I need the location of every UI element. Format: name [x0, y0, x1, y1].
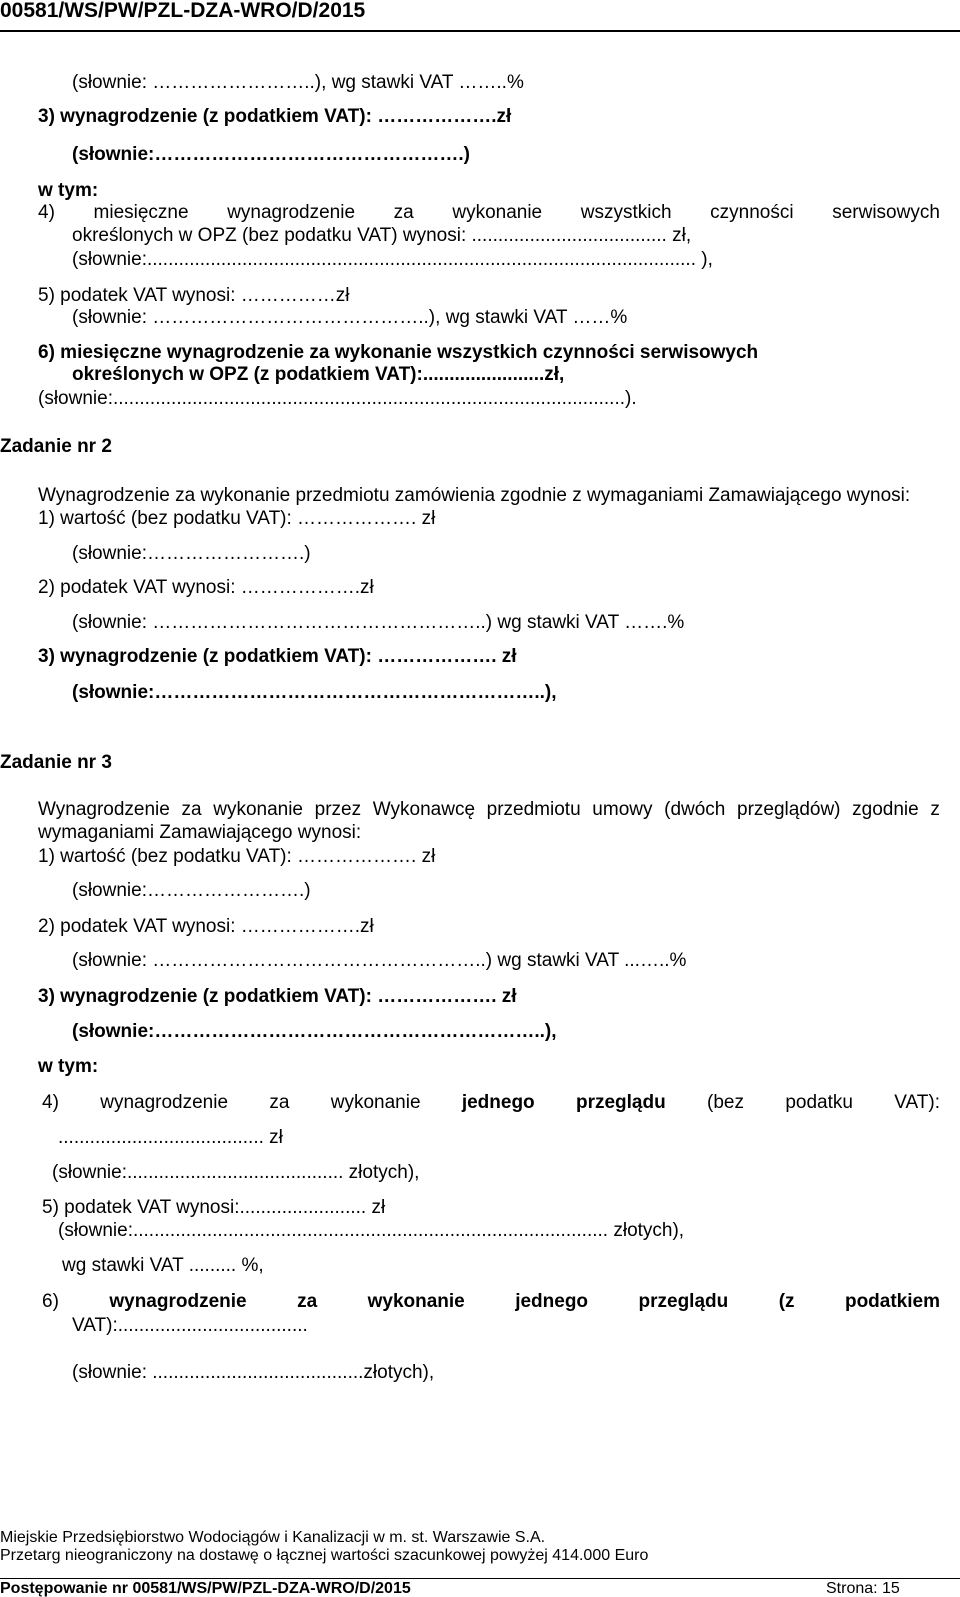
- t3-line-03: 2) podatek VAT wynosi: ……………….zł: [38, 916, 374, 937]
- t1-line-05-word: wykonanie: [452, 202, 543, 223]
- task-3-intro-word: Wynagrodzenie: [38, 799, 170, 820]
- task-2-intro: Wynagrodzenie za wykonanie przedmiotu zamówienia zgodnie z wymaganiami Zamawiającego wynosi:: [38, 485, 911, 506]
- t3-line-08-word: VAT):: [894, 1092, 940, 1113]
- header-divider: [0, 30, 960, 32]
- t3-line-10: (słownie:......................................... złotych),: [52, 1162, 420, 1183]
- task-3-intro-word: Wykonawcę: [372, 799, 476, 820]
- footer-page-number: Strona: 15: [826, 1580, 900, 1597]
- t2-line-01-text: 1) wartość (bez podatku VAT): ………………. zł: [38, 508, 436, 529]
- task-2-heading: Zadanie nr 2: [0, 436, 112, 457]
- t3-line-14-word: wykonanie: [367, 1291, 465, 1312]
- t3-line-16: (słownie: ........................................złotych),: [72, 1362, 435, 1383]
- t1-line-05-word: 4): [38, 202, 55, 223]
- t3-line-01: 1) wartość (bez podatku VAT): ………………. zł: [38, 846, 436, 867]
- t2-line-02: (słownie:…………………….): [72, 543, 311, 564]
- t1-line-10: 6) miesięczne wynagrodzenie za wykonanie wszystkich czynności serwisowych: [38, 342, 759, 363]
- t1-line-05-word: wynagrodzenie: [227, 202, 356, 223]
- t1-line-05: [38, 203, 940, 222]
- t3-line-12: (słownie:.......................................................................................... złotych),: [58, 1220, 685, 1241]
- t1-line-05-word: miesięczne: [93, 202, 189, 223]
- footer-tender-info: Przetarg nieograniczony na dostawę o łącznej wartości szacunkowej powyżej 414.000 Euro: [0, 1547, 649, 1564]
- t3-line-14-word: jednego: [515, 1291, 589, 1312]
- t3-line-14-word: przeglądu: [638, 1291, 729, 1312]
- footer-company: Miejskie Przedsiębiorstwo Wodociągów i Kanalizacji w m. st. Warszawie S.A.: [0, 1529, 546, 1546]
- t3-line-08-word: za: [269, 1092, 290, 1113]
- t2-line-04: (słownie: ……………………………………………..) wg stawki VAT …….%: [72, 612, 685, 633]
- task-3-intro-word: przez: [314, 799, 362, 820]
- t3-line-02: (słownie:…………………….): [72, 880, 311, 901]
- task-3-intro-word: z: [930, 799, 940, 820]
- task-3-intro: [38, 800, 940, 819]
- task-3-intro-word: przedmiotu: [486, 799, 581, 820]
- task-3-intro-line-2: wymaganiami Zamawiającego wynosi:: [38, 822, 362, 843]
- t3-line-14-word: podatkiem: [844, 1291, 940, 1312]
- t3-line-08-word: podatku: [785, 1092, 853, 1113]
- t3-line-08-word: przeglądu: [575, 1092, 666, 1113]
- t1-line-09: (słownie: ……………………………………..), wg stawki VAT ……%: [72, 307, 628, 328]
- t3-line-14-word: wynagrodzenie: [109, 1291, 247, 1312]
- t1-line-11: określonych w OPZ (z podatkiem VAT):.......................zł,: [72, 364, 565, 385]
- t3-line-11: 5) podatek VAT wynosi:........................ zł: [42, 1197, 386, 1218]
- t3-line-14-word: (z: [778, 1291, 795, 1312]
- t3-line-09: ....................................... zł: [58, 1127, 283, 1148]
- t3-line-14-word: 6): [42, 1291, 59, 1312]
- t3-line-08-word: wynagrodzenie: [100, 1092, 229, 1113]
- t3-line-04: (słownie: ……………………………………………..) wg stawki VAT ...…..%: [72, 950, 687, 971]
- t3-line-06: (słownie:……………………………………………………..),: [72, 1021, 557, 1042]
- t3-line-08-word: jednego: [461, 1092, 535, 1113]
- t1-line-04: w tym:: [38, 180, 99, 201]
- task-3-intro-word: zgodnie: [852, 799, 919, 820]
- t3-line-14: [42, 1292, 940, 1311]
- t1-line-05-word: serwisowych: [832, 202, 940, 223]
- t1-line-03: (słownie:………………………………………….): [72, 144, 470, 165]
- t3-line-13: wg stawki VAT ......... %,: [62, 1255, 264, 1276]
- document-number-header: 00581/WS/PW/PZL-DZA-WRO/D/2015: [0, 0, 366, 22]
- t2-line-01: [38, 509, 435, 528]
- t3-line-08-word: 4): [42, 1092, 59, 1113]
- t1-line-07: (słownie:........................................................................................................ ),: [72, 249, 713, 270]
- t3-line-05: 3) wynagrodzenie (z podatkiem VAT): ………………. zł: [38, 986, 517, 1007]
- footer-proceeding-number: Postępowanie nr 00581/WS/PW/PZL-DZA-WRO/D/2015: [0, 1580, 411, 1597]
- task-3-intro-word: wykonanie: [213, 799, 303, 820]
- t1-line-05-word: wszystkich: [580, 202, 672, 223]
- t1-line-05-word: czynności: [710, 202, 794, 223]
- t2-line-06: (słownie:……………………………………………………..),: [72, 682, 557, 703]
- t1-line-01: (słownie: ……………………..), wg stawki VAT ……..%: [72, 72, 524, 93]
- t3-line-08-word: (bez: [707, 1092, 744, 1113]
- t3-line-14-word: za: [297, 1291, 318, 1312]
- t1-line-12: (słownie:.................................................................................................).: [38, 388, 637, 409]
- task-3-intro-word: umowy: [592, 799, 653, 820]
- t1-line-06: określonych w OPZ (bez podatku VAT) wynosi: ..................................... zł,: [72, 225, 692, 246]
- t1-line-08: 5) podatek VAT wynosi: ……………zł: [38, 285, 350, 306]
- t3-line-08-word: wykonanie: [330, 1092, 421, 1113]
- t1-line-05-word: za: [393, 202, 414, 223]
- t2-line-05: 3) wynagrodzenie (z podatkiem VAT): ………………. zł: [38, 646, 517, 667]
- t3-line-15: VAT):....................................: [72, 1315, 308, 1336]
- task-3-intro-word: (dwóch: [664, 799, 726, 820]
- task-3-intro-word: za: [181, 799, 202, 820]
- task-3-heading: Zadanie nr 3: [0, 752, 112, 773]
- t1-line-02: 3) wynagrodzenie (z podatkiem VAT): ……………….zł: [38, 106, 512, 127]
- t2-line-03: 2) podatek VAT wynosi: ……………….zł: [38, 577, 374, 598]
- footer-divider: [0, 1578, 960, 1579]
- t3-line-08: [42, 1093, 940, 1112]
- t3-line-07: w tym:: [38, 1056, 99, 1077]
- task-3-intro-word: przeglądów): [737, 799, 841, 820]
